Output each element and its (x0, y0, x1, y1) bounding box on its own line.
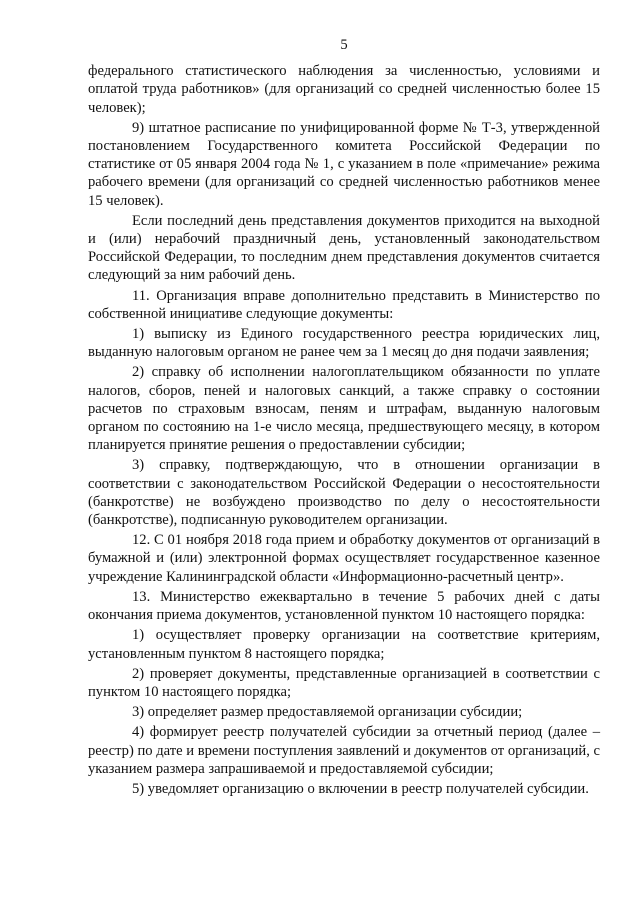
paragraph-11-item-1: 1) выписку из Единого государственного реестра юридических лиц, выданную налоговым органом не ранее чем за 1 месяц до дня подачи заявления; (88, 326, 600, 361)
paragraph-13-item-4: 4) формирует реестр получателей субсидии за отчетный период (далее – реестр) по дате и времени поступления заявлений и документов от организаций, с указанием размера запрашиваемой и предоставляемой субсидии; (88, 724, 600, 777)
paragraph-13-item-2: 2) проверяет документы, представленные организацией в соответствии с пунктом 10 настоящего порядка; (88, 665, 600, 700)
paragraph-deadline-note: Если последний день представления документов приходится на выходной и (или) нерабочий праздничный день, установленный законодательством Российской Федерации, то последним днем представления документов считается следующий за ним рабочий день. (88, 212, 600, 284)
paragraph-item-9: 9) штатное расписание по унифицированной форме № Т-3, утвержденной постановлением Государственного комитета Российской Федерации по статистике от 05 января 2004 года № 1, с указанием в поле «примечание» режима рабочего времени (для организаций со средней численностью работников менее 15 человек). (88, 119, 600, 209)
paragraph-13: 13. Министерство ежеквартально в течение 5 рабочих дней с даты окончания приема документов, установленной пунктом 10 настоящего порядка: (88, 588, 600, 624)
paragraph-11-item-2: 2) справку об исполнении налогоплательщиком обязанности по уплате налогов, сборов, пеней и налоговых санкций, а также справку о состоянии расчетов по страховым взносам, пеням и штрафам, выданную налоговым органом по состоянию на 1-е число месяца, предшествующего месяцу, в котором планируется принятие решения о предоставлении субсидии; (88, 364, 600, 454)
paragraph-continuation: федерального статистического наблюдения за численностью, условиями и оплатой труда работников» (для организаций со средней численностью более 15 человек); (88, 63, 600, 116)
paragraph-12: 12. С 01 ноября 2018 года прием и обработку документов от организаций в бумажной и (или) электронной формах осуществляет государственное казенное учреждение Калининградской области «Информационно-расчетный центр». (88, 532, 600, 585)
paragraph-11-item-3: 3) справку, подтверждающую, что в отношении организации в соответствии с законодательством Российской Федерации о несостоятельности (банкротстве) не возбуждено производство по делу о несостоятельности (банкротстве), подписанную руководителем организации. (88, 457, 600, 529)
paragraph-13-item-5: 5) уведомляет организацию о включении в реестр получателей субсидии. (132, 780, 589, 797)
paragraph-13-item-3: 3) определяет размер предоставляемой организации субсидии; (132, 704, 523, 721)
page-number: 5 (340, 37, 348, 53)
paragraph-11: 11. Организация вправе дополнительно представить в Министерство по собственной инициативе следующие документы: (88, 287, 600, 322)
paragraph-13-item-1: 1) осуществляет проверку организации на соответствие критериям, установленным пунктом 8 настоящего порядка; (88, 627, 600, 662)
